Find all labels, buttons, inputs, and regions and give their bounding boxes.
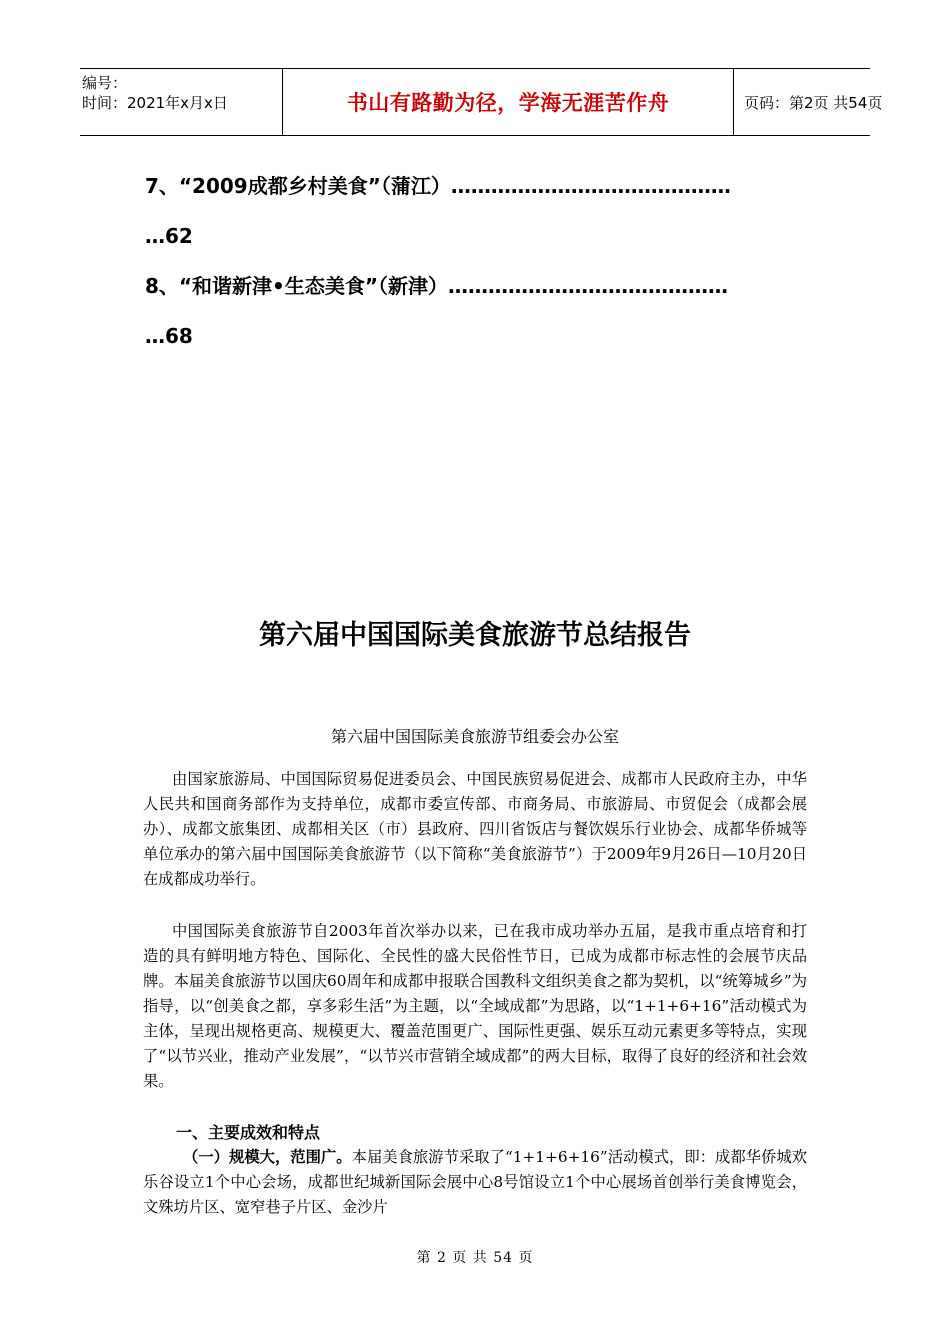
toc-entry-8-page: …68 [145, 324, 193, 348]
page-footer: 第 2 页 共 54 页 [416, 1250, 534, 1266]
paragraph-history: 中国国际美食旅游节自2003年首次举办以来，已在我市成功举办五届，是我市重点培育和打造的具有鲜明地方特色、国际化、全民性的盛大民俗性节日，已成为成都市标志性的会展节庆品牌。本届美食旅游节以国庆60周年和成都申报联合国教科文组织美食之都为契机，以“统筹城乡”为指导，以“创美食之都，享多彩生活”为主题，以“全域成都”为思路，以“1+1+6+16”活动模式为主体，呈现出规格更高、规模更大、覆盖范围更广、国际性更强、娱乐互动元素更多等特点，实现了“以节兴业，推动产业发展”，“以节兴市营销全域成都”的两大目标，取得了良好的经济和社会效果。 [143, 922, 807, 1090]
paragraph-intro: 由国家旅游局、中国国际贸易促进委员会、中国民族贸易促进会、成都市人民政府主办，中华人民共和国商务部作为支持单位，成都市委宣传部、市商务局、市旅游局、市贸促会（成都会展办）、成都文旅集团、成都相关区（市）县政府、四川省饭店与餐饮娱乐行业协会、成都华侨城等单位承办的第六届中国国际美食旅游节（以下简称“美食旅游节”）于2009年9月26日—10月20日在成都成功举行。 [143, 770, 807, 888]
section-heading-achievements: 一、主要成效和特点 [176, 1123, 321, 1142]
header-motto-cell [282, 69, 734, 135]
paragraph-scale-lead: （一）规模大，范围广。 [183, 1148, 352, 1166]
header-number-label: 编号： [82, 74, 128, 92]
paragraph-scale [143, 1145, 807, 1220]
paragraph-scale-body: 本届美食旅游节采取了“1+1+6+16”活动模式，即：成都华侨城欢乐谷设立1个中心会场，成都世纪城新国际会展中心8号馆设立1个中心展场首创举行美食博览会，文殊坊片区、宽窄巷子片区、金沙片 [143, 1148, 807, 1216]
toc-entry-7-page: …62 [145, 224, 193, 248]
toc-entry-8: 8、“和谐新津•生态美食”（新津）…………………………………… [145, 274, 728, 298]
page-header [80, 68, 883, 136]
toc-entry-7: 7、“2009成都乡村美食”（蒲江）…………………………………… [145, 174, 731, 198]
header-meta [80, 69, 282, 135]
report-title: 第六届中国国际美食旅游节总结报告 [259, 620, 691, 651]
header-page-info: 页码：第2页 共54页 [744, 93, 883, 112]
header-time-label: 时间：2021年x月x日 [82, 94, 228, 112]
header-motto: 书山有路勤为径，学海无涯苦作舟 [346, 91, 670, 115]
report-subtitle: 第六届中国国际美食旅游节组委会办公室 [330, 727, 619, 746]
